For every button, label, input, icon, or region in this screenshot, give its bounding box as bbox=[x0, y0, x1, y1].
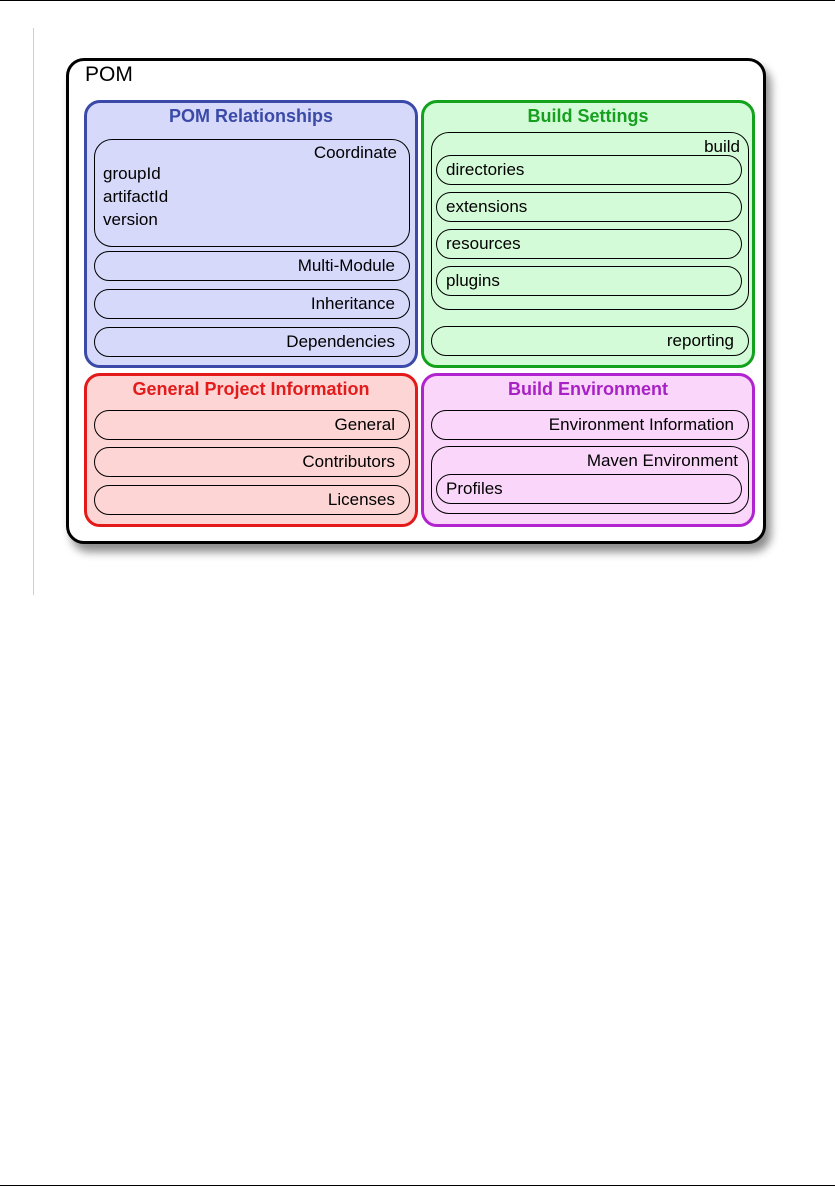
licenses-pill: Licenses bbox=[94, 485, 410, 515]
pom-relationships-title: POM Relationships bbox=[168, 106, 334, 126]
resources-pill: resources bbox=[436, 229, 742, 259]
build-settings-group bbox=[421, 100, 755, 368]
general-project-information-title: General Project Information bbox=[132, 379, 370, 399]
build-settings-title: Build Settings bbox=[527, 106, 649, 126]
contributors-pill: Contributors bbox=[94, 447, 410, 477]
plugins-pill: plugins bbox=[436, 266, 742, 296]
coordinate-box bbox=[94, 139, 410, 247]
multi-module-pill: Multi-Module bbox=[94, 251, 410, 281]
pom-diagram bbox=[66, 58, 766, 544]
left-margin-rule bbox=[33, 28, 34, 595]
build-box bbox=[431, 132, 749, 310]
coordinate-label: Coordinate bbox=[313, 143, 397, 162]
general-project-information-group bbox=[84, 373, 418, 527]
pom-relationships-group bbox=[84, 100, 418, 368]
reporting-pill: reporting bbox=[431, 326, 749, 356]
general-pill: General bbox=[94, 410, 410, 440]
maven-environment-label: Maven Environment bbox=[586, 451, 738, 470]
dependencies-pill: Dependencies bbox=[94, 327, 410, 357]
bottom-rule bbox=[0, 1185, 835, 1186]
version-field: version bbox=[103, 210, 158, 229]
top-rule bbox=[0, 0, 835, 1]
build-environment-group bbox=[421, 373, 755, 527]
build-label: build bbox=[704, 137, 740, 156]
artifactid-field: artifactId bbox=[103, 187, 169, 206]
inheritance-pill: Inheritance bbox=[94, 289, 410, 319]
pom-title: POM bbox=[85, 63, 133, 86]
extensions-pill: extensions bbox=[436, 192, 742, 222]
build-environment-title: Build Environment bbox=[507, 379, 668, 399]
directories-pill: directories bbox=[436, 155, 742, 185]
groupid-field: groupId bbox=[103, 164, 161, 183]
profiles-pill: Profiles bbox=[436, 474, 742, 504]
environment-information-pill: Environment Information bbox=[431, 410, 749, 440]
maven-environment-box bbox=[431, 446, 749, 514]
coordinate-fields bbox=[103, 162, 168, 231]
